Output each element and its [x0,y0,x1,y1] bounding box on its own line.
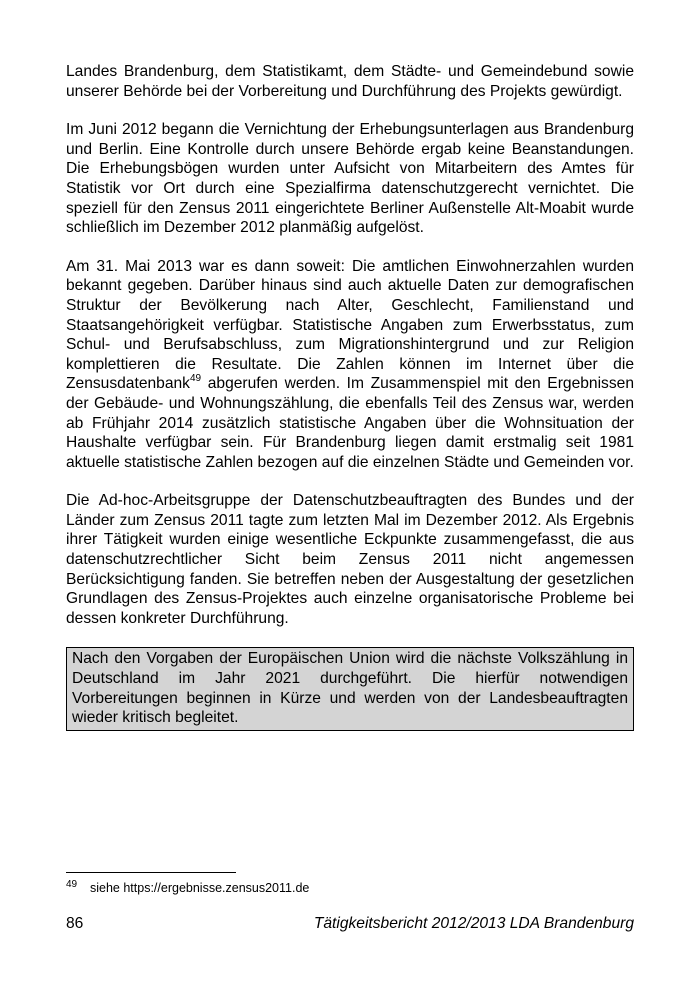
running-title: Tätigkeitsbericht 2012/2013 LDA Brandenburg [313,915,634,932]
footnote-number: 49 [66,879,78,890]
footnote-text: siehe https://ergebnisse.zensus2011.de [90,881,310,895]
page-body [66,62,634,731]
paragraph-3 [66,257,634,473]
paragraph-3-part-1: Am 31. Mai 2013 war es dann soweit: Die amtlichen Einwohnerzahlen wurden bekannt gegeben. Darüber hinaus sind auch aktuelle Daten zur demografischen Struktur der Bevölkerung nach Alter, Geschlecht, Familienstand und Staatsangehörigkeit verfügbar. Statistische Angaben zum Erwerbsstatus, zum Schul- und Berufsabschluss, zum Migrationshintergrund und zur Religion komplettieren die Resultate. Die Zahlen können im Internet über die Zensusdatenbank [66,257,634,393]
footnote [66,880,634,898]
paragraph-1: Landes Brandenburg, dem Statistikamt, dem Städte- und Gemeindebund sowie unserer Behörde bei der Vorbereitung und Durchführung des Projekts gewürdigt. [66,63,634,100]
footnote-reference[interactable]: 49 [189,373,202,385]
highlight-box [66,647,634,730]
footnote-divider [66,872,236,873]
paragraph-3-part-2: abgerufen werden. Im Zusammenspiel mit den Ergebnissen der Gebäude- und Wohnungszählung, die ebenfalls Teil des Zensus war, werden ab Frühjahr 2014 zusätzlich statistische Angaben über die Wohnsituation der Haushalte verfügbar sein. Für Brandenburg liegen damit erstmalig seit 1981 aktuelle statistische Zahlen bezogen auf die einzelnen Städte und Gemeinden vor. [66,375,634,471]
page-number: 86 [66,915,84,932]
paragraph-4: Die Ad-hoc-Arbeitsgruppe der Datenschutzbeauftragten des Bundes und der Länder zum Zensus 2011 tagte zum letzten Mal im Dezember 2012. Als Ergebnis ihrer Tätigkeit wurden einige wesentliche Eckpunkte zusammengefasst, die aus datenschutzrechtlicher Sicht beim Zensus 2011 nicht angemessen Berücksichtigung fanden. Sie betreffen neben der Ausgestaltung der gesetzlichen Grundlagen des Zensus-Projektes auch einzelne organisatorische Probleme bei dessen konkreter Durchführung. [66,492,634,627]
highlight-box-text: Nach den Vorgaben der Europäischen Union wird die nächste Volkszählung in Deutschland im Jahr 2021 durchgeführt. Die hierfür notwendigen Vorbereitungen beginnen in Kürze und werden von der Landesbeauftragten wieder kritisch begleitet. [72,650,628,727]
paragraph-2: Im Juni 2012 begann die Vernichtung der Erhebungsunterlagen aus Brandenburg und Berlin. Eine Kontrolle durch unsere Behörde ergab keine Beanstandungen. Die Erhebungsbögen wurden unter Aufsicht von Mitarbeitern des Amtes für Statistik vor Ort durch eine Spezialfirma datenschutzgerecht vernichtet. Die speziell für den Zensus 2011 eingerichtete Berliner Außenstelle Alt-Moabit wurde schließlich im Dezember 2012 planmäßig aufgelöst. [66,121,634,237]
